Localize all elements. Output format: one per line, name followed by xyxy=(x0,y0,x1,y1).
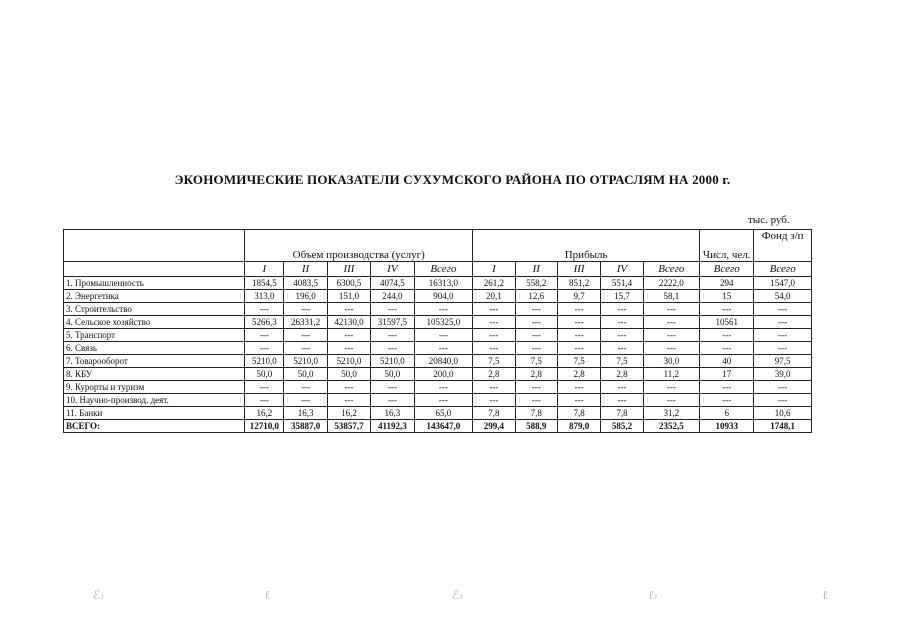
table-cell: 10561 xyxy=(700,316,754,329)
table-cell: 16,2 xyxy=(245,407,284,420)
table-row xyxy=(64,381,812,394)
table-cell: --- xyxy=(643,342,699,355)
table-cell: 551,4 xyxy=(601,277,643,290)
table-cell: --- xyxy=(327,342,370,355)
table-row xyxy=(64,355,812,368)
table-cell: --- xyxy=(414,381,473,394)
table-cell: --- xyxy=(557,316,600,329)
table-cell: 7,5 xyxy=(515,355,557,368)
column-subheader: Всего xyxy=(700,262,754,277)
table-cell: --- xyxy=(327,381,370,394)
table-cell: --- xyxy=(643,303,699,316)
table-cell: 851,2 xyxy=(557,277,600,290)
table-cell: 15,7 xyxy=(601,290,643,303)
table-cell: 7,8 xyxy=(473,407,515,420)
row-label: 2. Энергетика xyxy=(64,290,245,303)
table-cell: --- xyxy=(414,303,473,316)
table-cell: --- xyxy=(601,342,643,355)
table-cell: --- xyxy=(245,394,284,407)
table-cell: --- xyxy=(754,329,812,342)
table-cell: --- xyxy=(414,329,473,342)
table-cell: --- xyxy=(700,303,754,316)
table-row xyxy=(64,290,812,303)
scan-mark: ℓ xyxy=(264,588,270,602)
table-cell: 31597,5 xyxy=(371,316,414,329)
column-subheader: IV xyxy=(601,262,643,277)
table-cell: 54,0 xyxy=(754,290,812,303)
table-cell: --- xyxy=(245,329,284,342)
table-cell: --- xyxy=(557,303,600,316)
table-cell: 16,3 xyxy=(371,407,414,420)
table-cell: --- xyxy=(473,316,515,329)
table-cell: 6300,5 xyxy=(327,277,370,290)
row-label: 5. Транспорт xyxy=(64,329,245,342)
table-cell: 2222,0 xyxy=(643,277,699,290)
table-row xyxy=(64,368,812,381)
table-cell: --- xyxy=(601,381,643,394)
table-cell: --- xyxy=(245,381,284,394)
table-cell: --- xyxy=(284,394,327,407)
row-label: 10. Научно-производ. деят. xyxy=(64,394,245,407)
table-cell: 5210,0 xyxy=(284,355,327,368)
table-cell: 904,0 xyxy=(414,290,473,303)
workers-header: Числ, чел. xyxy=(700,230,754,262)
table-cell: --- xyxy=(245,342,284,355)
table-cell: --- xyxy=(700,381,754,394)
table-row xyxy=(64,329,812,342)
table-cell: 7,8 xyxy=(557,407,600,420)
table-cell: 35887,0 xyxy=(284,420,327,433)
table-cell: 7,8 xyxy=(515,407,557,420)
table-cell: --- xyxy=(754,394,812,407)
table-cell: 244,0 xyxy=(371,290,414,303)
table-cell: 50,0 xyxy=(327,368,370,381)
column-subheader: III xyxy=(327,262,370,277)
table-cell: 10,6 xyxy=(754,407,812,420)
table-cell: 41192,3 xyxy=(371,420,414,433)
table-cell: --- xyxy=(601,303,643,316)
table-cell: --- xyxy=(371,329,414,342)
table-cell: 2,8 xyxy=(473,368,515,381)
column-subheader: I xyxy=(245,262,284,277)
table-cell: --- xyxy=(754,342,812,355)
table-cell: 31,2 xyxy=(643,407,699,420)
table-cell: 6 xyxy=(700,407,754,420)
table-cell: --- xyxy=(515,381,557,394)
table-cell: 17 xyxy=(700,368,754,381)
table-cell: --- xyxy=(557,394,600,407)
table-cell: 294 xyxy=(700,277,754,290)
table-cell: --- xyxy=(601,329,643,342)
table-cell: 26331,2 xyxy=(284,316,327,329)
table-cell: 2,8 xyxy=(557,368,600,381)
table-cell: --- xyxy=(473,303,515,316)
scan-mark: ℰ› xyxy=(452,588,464,602)
table-cell: 5210,0 xyxy=(327,355,370,368)
table-row xyxy=(64,342,812,355)
table-cell: 4074,5 xyxy=(371,277,414,290)
table-cell: --- xyxy=(327,329,370,342)
table-cell: 7,5 xyxy=(473,355,515,368)
table-cell: 15 xyxy=(700,290,754,303)
table-cell: --- xyxy=(515,329,557,342)
table-cell: --- xyxy=(515,316,557,329)
column-subheader: II xyxy=(284,262,327,277)
table-row xyxy=(64,303,812,316)
table-cell: --- xyxy=(643,381,699,394)
table-cell: 588,9 xyxy=(515,420,557,433)
table-cell: 2352,5 xyxy=(643,420,699,433)
table-cell: 200,0 xyxy=(414,368,473,381)
table-cell: --- xyxy=(557,342,600,355)
table-cell: 2,8 xyxy=(601,368,643,381)
corner-cell-sub xyxy=(64,262,245,277)
table-cell: 20840,0 xyxy=(414,355,473,368)
table-cell: --- xyxy=(284,329,327,342)
scan-mark: ℰ› xyxy=(93,588,105,602)
table-row xyxy=(64,407,812,420)
table-cell: 1748,1 xyxy=(754,420,812,433)
row-label: 3. Строительство xyxy=(64,303,245,316)
table-cell: 42130,0 xyxy=(327,316,370,329)
table-cell: 20,1 xyxy=(473,290,515,303)
table-cell: --- xyxy=(473,381,515,394)
column-subheader: Всего xyxy=(643,262,699,277)
table-cell: --- xyxy=(371,342,414,355)
table-cell: --- xyxy=(643,316,699,329)
unit-label: тыс. руб. xyxy=(748,214,790,226)
table-cell: --- xyxy=(643,394,699,407)
profit-header: Прибыль xyxy=(473,230,700,262)
column-subheader: II xyxy=(515,262,557,277)
scan-mark: ℓ› xyxy=(648,588,658,602)
table-cell: --- xyxy=(601,394,643,407)
table-cell: --- xyxy=(371,394,414,407)
table-row xyxy=(64,394,812,407)
table-cell: 7,5 xyxy=(601,355,643,368)
table-cell: --- xyxy=(700,329,754,342)
table-cell: --- xyxy=(601,316,643,329)
table-cell: --- xyxy=(515,303,557,316)
volume-header: Объем производства (услуг) xyxy=(245,230,473,262)
table-cell: 2,8 xyxy=(515,368,557,381)
table-cell: --- xyxy=(754,381,812,394)
table-cell: 105325,0 xyxy=(414,316,473,329)
table-cell: 65,0 xyxy=(414,407,473,420)
table-cell: --- xyxy=(284,381,327,394)
table-cell: 261,2 xyxy=(473,277,515,290)
table-cell: 58,1 xyxy=(643,290,699,303)
table-cell: --- xyxy=(643,329,699,342)
row-label: 11. Банки xyxy=(64,407,245,420)
row-label: ВСЕГО: xyxy=(64,420,245,433)
table-cell: 7,5 xyxy=(557,355,600,368)
table-cell: --- xyxy=(414,394,473,407)
table-cell: 313,0 xyxy=(245,290,284,303)
table-cell: --- xyxy=(327,303,370,316)
column-subheader: Всего xyxy=(754,262,812,277)
table-row xyxy=(64,277,812,290)
table-cell: 558,2 xyxy=(515,277,557,290)
column-subheader: III xyxy=(557,262,600,277)
table-cell: --- xyxy=(515,394,557,407)
table-cell: 50,0 xyxy=(284,368,327,381)
table-cell: 40 xyxy=(700,355,754,368)
table-cell: --- xyxy=(473,329,515,342)
fund-header: Фонд з/п xyxy=(754,230,812,262)
table-cell: --- xyxy=(284,342,327,355)
table-cell: 16,2 xyxy=(327,407,370,420)
table-cell: --- xyxy=(754,303,812,316)
corner-cell xyxy=(64,230,245,262)
table-cell: --- xyxy=(515,342,557,355)
table-cell: --- xyxy=(414,342,473,355)
table-cell: 879,0 xyxy=(557,420,600,433)
table-cell: 7,8 xyxy=(601,407,643,420)
table-cell: 5210,0 xyxy=(371,355,414,368)
column-subheader: Всего xyxy=(414,262,473,277)
table-cell: --- xyxy=(371,381,414,394)
total-row xyxy=(64,420,812,433)
table-cell: --- xyxy=(473,342,515,355)
table-cell: 585,2 xyxy=(601,420,643,433)
scan-mark: ℓ xyxy=(822,588,828,602)
table-cell: 143647,0 xyxy=(414,420,473,433)
table-cell: --- xyxy=(245,303,284,316)
table-cell: 12,6 xyxy=(515,290,557,303)
table-cell: --- xyxy=(473,394,515,407)
table-cell: --- xyxy=(700,342,754,355)
table-cell: 11,2 xyxy=(643,368,699,381)
table-cell: 53857,7 xyxy=(327,420,370,433)
table-cell: 1547,0 xyxy=(754,277,812,290)
table-cell: --- xyxy=(371,303,414,316)
row-label: 1. Промышленность xyxy=(64,277,245,290)
table-cell: 9,7 xyxy=(557,290,600,303)
table-cell: 39,0 xyxy=(754,368,812,381)
row-label: 6. Связь xyxy=(64,342,245,355)
table-cell: 30,0 xyxy=(643,355,699,368)
table-cell: 50,0 xyxy=(371,368,414,381)
table-cell: --- xyxy=(557,381,600,394)
table-cell: --- xyxy=(557,329,600,342)
table-cell: --- xyxy=(327,394,370,407)
table-row xyxy=(64,316,812,329)
table-cell: 1854,5 xyxy=(245,277,284,290)
row-label: 7. Товарооборот xyxy=(64,355,245,368)
table-cell: 4083,5 xyxy=(284,277,327,290)
column-subheader: IV xyxy=(371,262,414,277)
table-cell: 5210,0 xyxy=(245,355,284,368)
table-cell: 16,3 xyxy=(284,407,327,420)
table-cell: --- xyxy=(700,394,754,407)
row-label: 9. Курорты и туризм xyxy=(64,381,245,394)
page-title: ЭКОНОМИЧЕСКИЕ ПОКАЗАТЕЛИ СУХУМСКОГО РАЙОНА ПО ОТРАСЛЯМ НА 2000 г. xyxy=(174,172,731,187)
table-cell: 12710,0 xyxy=(245,420,284,433)
table-cell: 10933 xyxy=(700,420,754,433)
row-label: 4. Сельское хозяйство xyxy=(64,316,245,329)
table-cell: 151,0 xyxy=(327,290,370,303)
row-label: 8. КБУ xyxy=(64,368,245,381)
table-cell: 50,0 xyxy=(245,368,284,381)
table-cell: 196,0 xyxy=(284,290,327,303)
table-cell: 5266,3 xyxy=(245,316,284,329)
table-cell: 299,4 xyxy=(473,420,515,433)
column-subheader: I xyxy=(473,262,515,277)
table-cell: 97,5 xyxy=(754,355,812,368)
table-cell: 16313,0 xyxy=(414,277,473,290)
economic-indicators-table xyxy=(63,229,812,433)
table-cell: --- xyxy=(284,303,327,316)
table-cell: --- xyxy=(754,316,812,329)
